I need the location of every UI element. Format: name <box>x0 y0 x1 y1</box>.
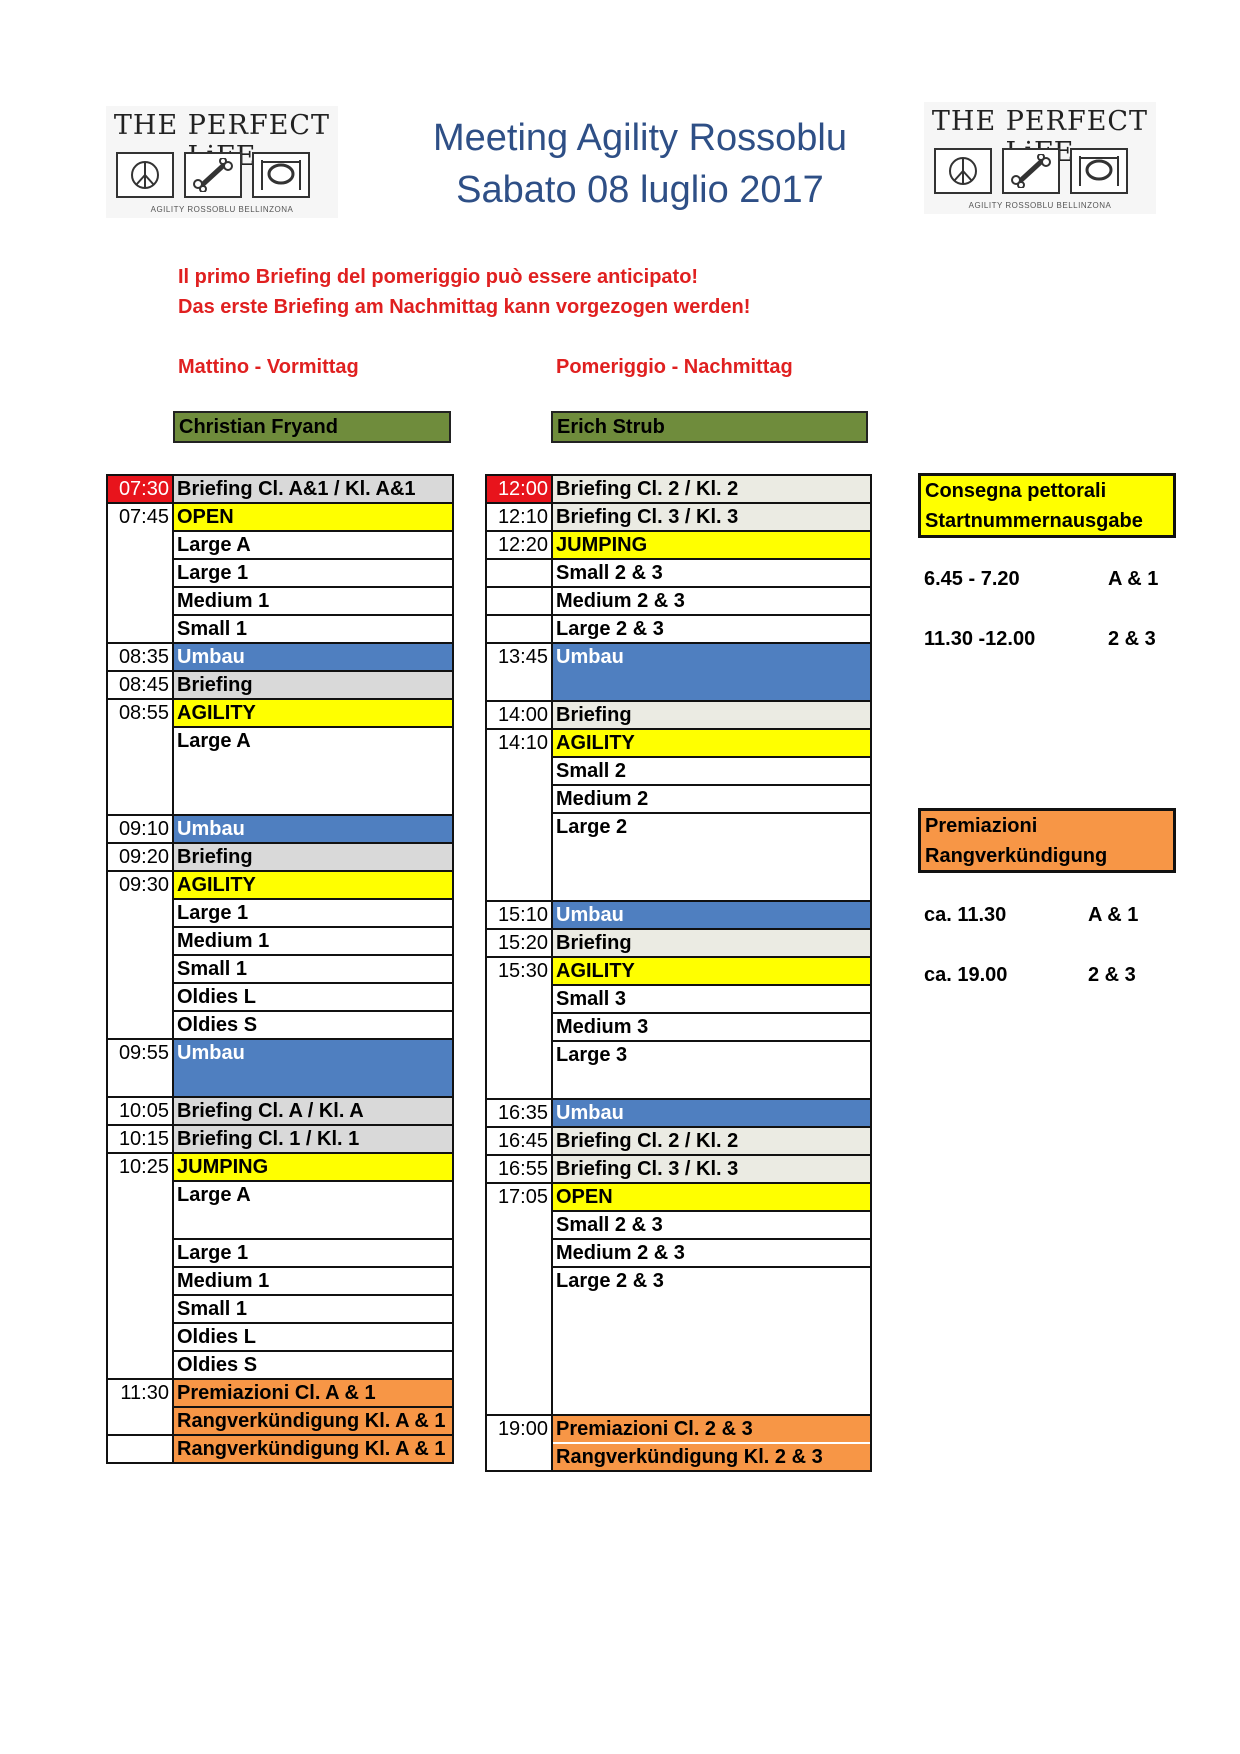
bone-icon <box>1002 148 1060 194</box>
bib-time: 6.45 - 7.20 <box>924 568 1020 590</box>
event-cell: Briefing <box>173 671 453 699</box>
event-cell: Oldies L <box>173 983 453 1011</box>
table-row <box>107 983 453 1011</box>
time-cell <box>486 559 552 587</box>
table-row <box>486 1415 871 1443</box>
time-cell: 08:55 <box>107 699 173 727</box>
bib-row <box>924 628 1156 651</box>
event-cell: Oldies L <box>173 1323 453 1351</box>
table-row <box>486 957 871 985</box>
time-cell <box>107 559 173 587</box>
event-cell: Umbau <box>173 1039 453 1097</box>
time-cell: 12:10 <box>486 503 552 531</box>
time-cell <box>486 1013 552 1041</box>
time-cell <box>107 1407 173 1435</box>
event-cell: Briefing Cl. A&1 / Kl. A&1 <box>173 475 453 503</box>
event-cell: Small 2 & 3 <box>552 1211 871 1239</box>
time-cell <box>107 1267 173 1295</box>
event-cell: Large 2 & 3 <box>552 1267 871 1415</box>
table-row <box>107 475 453 503</box>
table-row <box>107 531 453 559</box>
prize-class: 2 & 3 <box>1088 964 1136 986</box>
table-row <box>486 1013 871 1041</box>
time-cell <box>486 1267 552 1415</box>
table-row <box>107 1295 453 1323</box>
time-cell: 07:45 <box>107 503 173 531</box>
event-cell: Briefing Cl. 2 / Kl. 2 <box>552 475 871 503</box>
time-cell <box>486 587 552 615</box>
table-row <box>486 615 871 643</box>
event-cell: Premiazioni Cl. 2 & 3 <box>552 1415 871 1443</box>
bib-time: 11.30 -12.00 <box>924 628 1036 650</box>
afternoon-schedule <box>485 474 872 1472</box>
table-row <box>107 671 453 699</box>
time-cell: 09:10 <box>107 815 173 843</box>
time-cell <box>107 1351 173 1379</box>
event-cell: Premiazioni Cl. A & 1 <box>173 1379 453 1407</box>
time-cell: 11:30 <box>107 1379 173 1407</box>
table-row <box>107 1351 453 1379</box>
event-cell: Briefing Cl. 2 / Kl. 2 <box>552 1127 871 1155</box>
time-cell: 15:10 <box>486 901 552 929</box>
event-cell: OPEN <box>173 503 453 531</box>
time-cell <box>107 1295 173 1323</box>
event-cell: JUMPING <box>552 531 871 559</box>
prize-giving-box <box>918 808 1176 873</box>
time-cell: 16:45 <box>486 1127 552 1155</box>
event-cell: Medium 1 <box>173 1267 453 1295</box>
time-cell <box>107 927 173 955</box>
bib-class: 2 & 3 <box>1108 628 1156 650</box>
table-row <box>486 643 871 701</box>
event-cell: Large A <box>173 531 453 559</box>
table-row <box>107 727 453 815</box>
prize-row <box>924 964 1136 987</box>
event-cell: Briefing <box>552 929 871 957</box>
prize-title-de: Rangverkündigung <box>925 845 1108 867</box>
tire-jump-icon <box>252 152 310 198</box>
table-row <box>107 1407 453 1435</box>
time-cell: 07:30 <box>107 475 173 503</box>
table-row <box>107 1097 453 1125</box>
table-row <box>486 1443 871 1471</box>
event-cell: Oldies S <box>173 1011 453 1039</box>
table-row <box>486 813 871 901</box>
time-cell <box>486 757 552 785</box>
time-cell: 09:30 <box>107 871 173 899</box>
table-row <box>486 757 871 785</box>
event-cell: Small 2 & 3 <box>552 559 871 587</box>
event-cell: Umbau <box>552 901 871 929</box>
event-cell: Briefing <box>173 843 453 871</box>
table-row <box>486 531 871 559</box>
table-row <box>107 587 453 615</box>
time-cell: 08:35 <box>107 643 173 671</box>
time-cell: 08:45 <box>107 671 173 699</box>
table-row <box>486 1041 871 1099</box>
time-cell <box>486 1239 552 1267</box>
time-cell <box>486 785 552 813</box>
table-row <box>107 1153 453 1181</box>
event-cell: Large A <box>173 727 453 815</box>
event-cell: Medium 1 <box>173 927 453 955</box>
table-row <box>107 1181 453 1239</box>
time-cell <box>486 813 552 901</box>
event-cell: Rangverkündigung Kl. 2 & 3 <box>552 1443 871 1471</box>
table-row <box>107 1239 453 1267</box>
time-cell: 12:20 <box>486 531 552 559</box>
table-row <box>486 1239 871 1267</box>
time-cell <box>107 531 173 559</box>
time-cell: 10:15 <box>107 1125 173 1153</box>
prize-time: ca. 19.00 <box>924 964 1008 986</box>
time-cell <box>107 983 173 1011</box>
time-cell: 13:45 <box>486 643 552 701</box>
time-cell: 15:20 <box>486 929 552 957</box>
table-row <box>107 1323 453 1351</box>
time-cell <box>107 1239 173 1267</box>
time-cell: 12:00 <box>486 475 552 503</box>
note-italian: Il primo Briefing del pomeriggio può essere anticipato! <box>178 266 699 288</box>
time-cell <box>107 955 173 983</box>
event-cell: Large 2 <box>552 813 871 901</box>
tire-jump-icon <box>1070 148 1128 194</box>
event-cell: Medium 2 & 3 <box>552 587 871 615</box>
event-cell: Large 1 <box>173 899 453 927</box>
table-row <box>107 871 453 899</box>
event-cell: Large 1 <box>173 559 453 587</box>
event-cell: Oldies S <box>173 1351 453 1379</box>
judge-morning: Christian Fryand <box>173 411 451 443</box>
time-cell: 17:05 <box>486 1183 552 1211</box>
time-cell <box>107 615 173 643</box>
peace-icon <box>116 152 174 198</box>
table-row <box>107 1379 453 1407</box>
section-afternoon: Pomeriggio - Nachmittag <box>556 356 793 378</box>
section-morning: Mattino - Vormittag <box>178 356 359 378</box>
event-cell: Large 1 <box>173 1239 453 1267</box>
event-cell: Large 3 <box>552 1041 871 1099</box>
time-cell <box>107 899 173 927</box>
table-row <box>107 699 453 727</box>
event-cell: AGILITY <box>552 729 871 757</box>
table-row <box>486 587 871 615</box>
table-row <box>107 815 453 843</box>
logo-icons <box>934 148 1128 194</box>
bib-row <box>924 568 1158 591</box>
table-row <box>107 955 453 983</box>
table-row <box>486 729 871 757</box>
table-row <box>107 615 453 643</box>
table-row <box>486 929 871 957</box>
time-cell: 16:55 <box>486 1155 552 1183</box>
event-cell: Small 1 <box>173 615 453 643</box>
table-row <box>486 475 871 503</box>
time-cell: 15:30 <box>486 957 552 985</box>
event-cell: Medium 2 & 3 <box>552 1239 871 1267</box>
time-cell <box>486 1041 552 1099</box>
logo-title: THE PERFECT <box>931 106 1149 137</box>
table-row <box>486 1099 871 1127</box>
bib-class: A & 1 <box>1108 568 1159 590</box>
logo-title: THE PERFECT <box>113 110 331 141</box>
time-cell: 10:25 <box>107 1153 173 1181</box>
event-cell: Medium 2 <box>552 785 871 813</box>
judge-afternoon: Erich Strub <box>551 411 868 443</box>
event-cell: AGILITY <box>173 699 453 727</box>
time-cell <box>107 587 173 615</box>
time-cell: 09:55 <box>107 1039 173 1097</box>
event-cell: Briefing Cl. 3 / Kl. 3 <box>552 503 871 531</box>
time-cell <box>486 615 552 643</box>
logo-icons <box>116 152 310 198</box>
table-row <box>486 701 871 729</box>
event-cell: Large 2 & 3 <box>552 615 871 643</box>
table-row <box>486 559 871 587</box>
bib-title-it: Consegna pettorali <box>925 480 1107 502</box>
time-cell: 09:20 <box>107 843 173 871</box>
morning-schedule <box>106 474 454 1464</box>
time-cell: 14:00 <box>486 701 552 729</box>
table-row <box>107 559 453 587</box>
table-row <box>107 1125 453 1153</box>
event-cell: Small 1 <box>173 1295 453 1323</box>
table-row <box>486 1183 871 1211</box>
time-cell <box>486 1211 552 1239</box>
logo-right <box>924 102 1156 214</box>
bib-title-de: Startnummernausgabe <box>925 510 1143 532</box>
event-cell: Briefing Cl. 3 / Kl. 3 <box>552 1155 871 1183</box>
table-row <box>107 1011 453 1039</box>
time-cell <box>486 985 552 1013</box>
time-cell <box>107 727 173 815</box>
event-cell: Briefing Cl. A / Kl. A <box>173 1097 453 1125</box>
event-cell: Large A <box>173 1181 453 1239</box>
time-cell: 10:05 <box>107 1097 173 1125</box>
event-cell: OPEN <box>552 1183 871 1211</box>
bib-distribution-box <box>918 473 1176 538</box>
event-cell: Small 3 <box>552 985 871 1013</box>
logo-footer: AGILITY ROSSOBLU BELLINZONA <box>150 205 294 214</box>
prize-row <box>924 904 1138 927</box>
table-row <box>107 927 453 955</box>
event-cell: AGILITY <box>552 957 871 985</box>
table-row <box>486 1267 871 1415</box>
event-cell: AGILITY <box>173 871 453 899</box>
table-row <box>107 843 453 871</box>
table-row <box>107 503 453 531</box>
table-row <box>486 985 871 1013</box>
table-row <box>486 1155 871 1183</box>
time-cell: 14:10 <box>486 729 552 757</box>
title-line-1: Meeting Agility Rossoblu <box>433 117 847 159</box>
prize-title-it: Premiazioni <box>925 815 1038 837</box>
event-cell: Umbau <box>173 643 453 671</box>
page-title <box>380 112 900 216</box>
event-cell: Small 2 <box>552 757 871 785</box>
event-cell: Medium 1 <box>173 587 453 615</box>
table-row <box>107 1039 453 1097</box>
table-row <box>107 1435 453 1463</box>
event-cell: JUMPING <box>173 1153 453 1181</box>
table-row <box>486 1127 871 1155</box>
logo-footer: AGILITY ROSSOBLU BELLINZONA <box>968 201 1112 210</box>
table-row <box>107 1267 453 1295</box>
prize-class: A & 1 <box>1088 904 1139 926</box>
event-cell: Briefing <box>552 701 871 729</box>
event-cell: Umbau <box>552 643 871 701</box>
note-german: Das erste Briefing am Nachmittag kann vorgezogen werden! <box>178 296 751 318</box>
event-cell: Umbau <box>173 815 453 843</box>
table-row <box>486 503 871 531</box>
prize-time: ca. 11.30 <box>924 904 1007 926</box>
event-cell: Small 1 <box>173 955 453 983</box>
event-cell: Rangverkündigung Kl. A & 1 <box>173 1407 453 1435</box>
table-row <box>107 643 453 671</box>
table-row <box>486 901 871 929</box>
event-cell: Umbau <box>552 1099 871 1127</box>
time-cell <box>107 1181 173 1239</box>
table-row <box>486 1211 871 1239</box>
bone-icon <box>184 152 242 198</box>
time-cell <box>107 1323 173 1351</box>
time-cell <box>107 1435 173 1463</box>
time-cell <box>107 1011 173 1039</box>
event-cell: Rangverkündigung Kl. A & 1 <box>173 1435 453 1463</box>
event-cell: Briefing Cl. 1 / Kl. 1 <box>173 1125 453 1153</box>
table-row <box>107 899 453 927</box>
logo-left <box>106 106 338 218</box>
event-cell: Medium 3 <box>552 1013 871 1041</box>
peace-icon <box>934 148 992 194</box>
table-row <box>486 785 871 813</box>
time-cell: 19:00 <box>486 1415 552 1443</box>
time-cell <box>486 1443 552 1471</box>
time-cell: 16:35 <box>486 1099 552 1127</box>
title-line-2: Sabato 08 luglio 2017 <box>456 169 824 211</box>
